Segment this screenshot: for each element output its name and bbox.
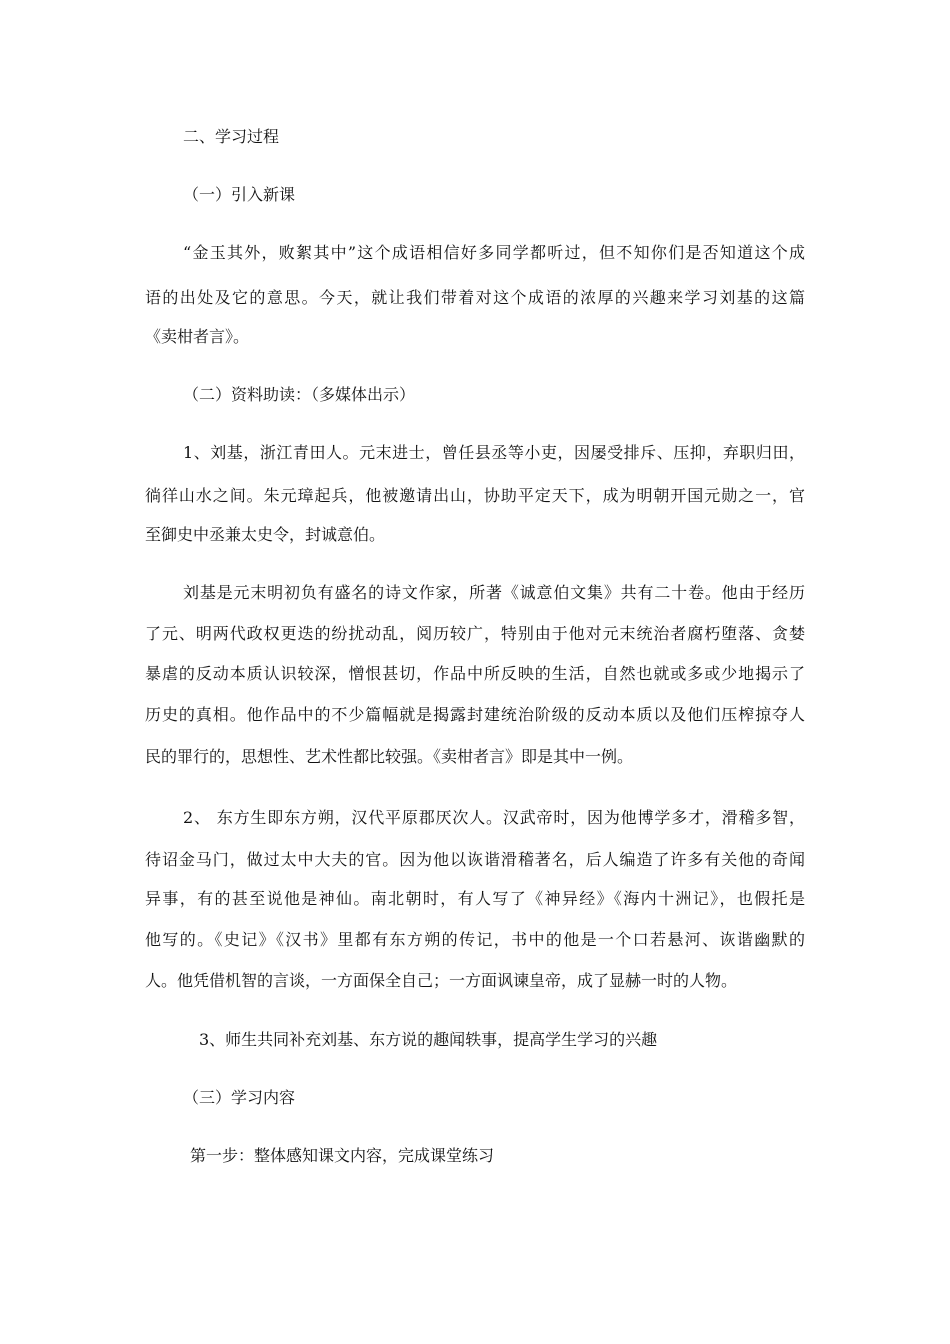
item2-line-2: 待诏金马门，做过太中大夫的官。因为他以诙谐滑稽著名，后人编造了许多有关他的奇闻 <box>145 850 805 869</box>
item1-line-1: 1、刘基，浙江青田人。元末进士，曾任县丞等小吏，因屡受排斥、压抑，弃职归田， <box>183 443 805 462</box>
item1-detail-line-3: 暴虐的反动本质认识较深，憎恨甚切，作品中所反映的生活，自然也就或多或少地揭示了 <box>145 664 805 683</box>
item1-detail-line-4: 历史的真相。他作品中的不少篇幅就是揭露封建统治阶级的反动本质以及他们压榨掠夺人 <box>145 705 805 724</box>
item1-detail-line-2: 了元、明两代政权更迭的纷扰动乱，阅历较广，特别由于他对元末统治者腐朽堕落、贪婪 <box>145 624 805 643</box>
subsection-intro-heading: （一）引入新课 <box>183 185 296 204</box>
intro-paragraph-line-1: “金玉其外，败絮其中”这个成语相信好多同学都听过，但不知你们是否知道这个成 <box>183 243 805 262</box>
step1-line: 第一步：整体感知课文内容，完成课堂练习 <box>190 1146 495 1165</box>
item2-line-1: 2、 东方生即东方朔，汉代平原郡厌次人。汉武帝时，因为他博学多才，滑稽多智， <box>183 808 805 827</box>
subsection-materials-heading: （二）资料助读：（多媒体出示） <box>183 385 416 404</box>
subsection-content-heading: （三）学习内容 <box>183 1088 296 1107</box>
item1-line-2: 徜徉山水之间。朱元璋起兵，他被邀请出山，协助平定天下，成为明朝开国元勋之一，官 <box>145 486 805 505</box>
item1-detail-line-5: 民的罪行的，思想性、艺术性都比较强。《卖柑者言》即是其中一例。 <box>145 747 634 766</box>
item2-line-5: 人。他凭借机智的言谈，一方面保全自己；一方面讽谏皇帝，成了显赫一时的人物。 <box>145 971 738 990</box>
item1-line-3: 至御史中丞兼太史令，封诚意伯。 <box>145 525 386 544</box>
section-title: 二、学习过程 <box>183 127 280 146</box>
item1-detail-line-1: 刘基是元末明初负有盛名的诗文作家，所著《诚意伯文集》共有二十卷。他由于经历 <box>183 583 805 602</box>
intro-paragraph-line-3: 《卖柑者言》。 <box>145 327 250 346</box>
item3-line: 3、师生共同补充刘基、东方说的趣闻轶事，提高学生学习的兴趣 <box>199 1030 658 1049</box>
item2-line-3: 异事，有的甚至说他是神仙。南北朝时，有人写了《神异经》《海内十洲记》，也假托是 <box>145 889 805 908</box>
intro-paragraph-line-2: 语的出处及它的意思。今天，就让我们带着对这个成语的浓厚的兴趣来学习刘基的这篇 <box>145 288 805 307</box>
item2-line-4: 他写的。《史记》《汉书》里都有东方朔的传记，书中的他是一个口若悬河、诙谐幽默的 <box>145 930 805 949</box>
